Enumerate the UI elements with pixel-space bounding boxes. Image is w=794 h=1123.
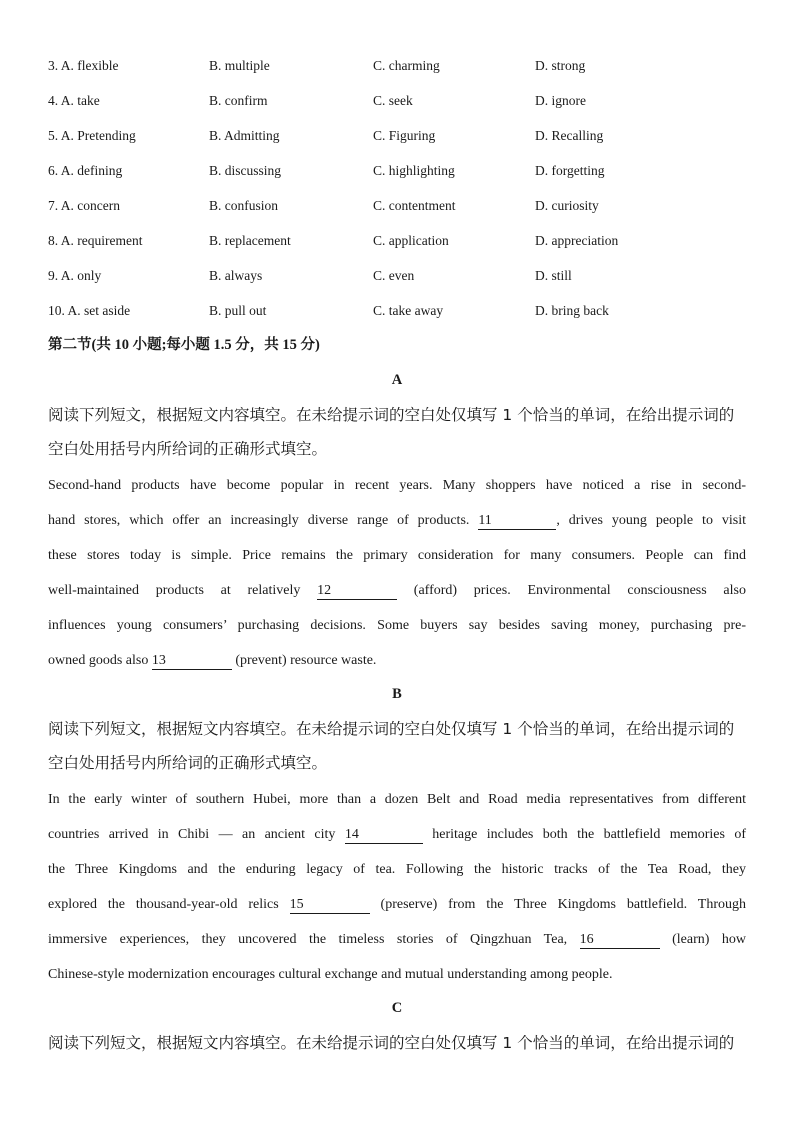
option-c: C. take away bbox=[373, 303, 444, 318]
option-d: D. still bbox=[535, 268, 572, 283]
option-b: B. replacement bbox=[209, 233, 291, 248]
option-c: C. charming bbox=[373, 58, 440, 73]
option-c: C. even bbox=[373, 268, 415, 283]
passage-line: these stores today is simple. Price remains the primary consideration for many consumers. People can find bbox=[48, 548, 746, 563]
option-row bbox=[48, 91, 746, 111]
option-a: 3. A. flexible bbox=[48, 58, 119, 73]
passage-line: Chinese-style modernization encourages cultural exchange and mutual understanding among people. bbox=[48, 967, 613, 982]
option-d: D. bring back bbox=[535, 303, 609, 318]
option-row bbox=[48, 266, 746, 286]
option-row bbox=[48, 231, 746, 251]
option-row bbox=[48, 196, 746, 216]
option-a: 4. A. take bbox=[48, 93, 100, 108]
passage-line: In the early winter of southern Hubei, more than a dozen Belt and Road media representatives from different bbox=[48, 792, 746, 807]
option-c: C. seek bbox=[373, 93, 413, 108]
option-b: B. confusion bbox=[209, 198, 278, 213]
passage-b bbox=[48, 782, 746, 992]
option-a: 6. A. defining bbox=[48, 163, 123, 178]
option-b: B. Admitting bbox=[209, 128, 280, 143]
option-c: C. contentment bbox=[373, 198, 456, 213]
option-b: B. discussing bbox=[209, 163, 282, 178]
blank-15[interactable]: 15 bbox=[290, 897, 370, 914]
option-a: 7. A. concern bbox=[48, 198, 120, 213]
passage-a bbox=[48, 468, 746, 678]
passage-a-label: A bbox=[391, 372, 403, 388]
passage-line: hand stores, which offer an increasingly diverse range of products. 11 , drives young people to visit bbox=[48, 513, 746, 528]
option-b: B. confirm bbox=[209, 93, 268, 108]
passage-line: countries arrived in Chibi — an ancient city 14 heritage includes both the battlefield memories of bbox=[48, 827, 747, 842]
passage-line: influences young consumers’ purchasing decisions. Some buyers say besides saving money, purchasing pre- bbox=[48, 618, 746, 633]
option-a: 8. A. requirement bbox=[48, 233, 143, 248]
option-c: C. highlighting bbox=[373, 163, 455, 178]
option-row bbox=[48, 56, 746, 76]
passage-line: immersive experiences, they uncovered the timeless stories of Qingzhuan Tea, 16 (learn) how bbox=[48, 932, 746, 947]
blank-11[interactable]: 11 bbox=[478, 513, 556, 530]
passage-line: explored the thousand-year-old relics 15 (preserve) from the Three Kingdoms battlefield. Through bbox=[48, 897, 746, 912]
option-a: 9. A. only bbox=[48, 268, 102, 283]
option-d: D. ignore bbox=[535, 93, 586, 108]
option-b: B. pull out bbox=[209, 303, 267, 318]
option-d: D. Recalling bbox=[535, 128, 604, 143]
blank-16[interactable]: 16 bbox=[580, 932, 660, 949]
option-d: D. appreciation bbox=[535, 233, 619, 248]
passage-line: the Three Kingdoms and the enduring legacy of tea. Following the historic tracks of the Tea Road, they bbox=[48, 862, 746, 877]
option-d: D. strong bbox=[535, 58, 586, 73]
section-title: 第二节(共 10 小题;每小题 1.5 分，共 15 分) bbox=[48, 337, 320, 353]
passage-line: Second-hand products have become popular in recent years. Many shoppers have noticed a rise in second- bbox=[48, 478, 746, 493]
option-d: D. curiosity bbox=[535, 198, 599, 213]
instructions-a-line2: 空白处用括号内所给词的正确形式填空。 bbox=[48, 440, 328, 458]
instructions-a-line1: 阅读下列短文，根据短文内容填空。在未给提示词的空白处仅填写 1 个恰当的单词，在给出提示词的 bbox=[48, 406, 735, 424]
option-row bbox=[48, 126, 746, 146]
passage-line: owned goods also 13 (prevent) resource waste. bbox=[48, 653, 377, 668]
option-a: 10. A. set aside bbox=[48, 303, 131, 318]
passage-line: well-maintained products at relatively 12 (afford) prices. Environmental consciousness also bbox=[48, 583, 746, 598]
blank-12[interactable]: 12 bbox=[317, 583, 397, 600]
option-b: B. always bbox=[209, 268, 263, 283]
option-c: C. application bbox=[373, 233, 449, 248]
option-b: B. multiple bbox=[209, 58, 270, 73]
option-row bbox=[48, 301, 746, 321]
option-row bbox=[48, 161, 746, 181]
option-d: D. forgetting bbox=[535, 163, 605, 178]
instructions-b-line1: 阅读下列短文，根据短文内容填空。在未给提示词的空白处仅填写 1 个恰当的单词，在给出提示词的 bbox=[48, 720, 735, 738]
instructions-b-line2: 空白处用括号内所给词的正确形式填空。 bbox=[48, 754, 328, 772]
instructions-c-line1: 阅读下列短文，根据短文内容填空。在未给提示词的空白处仅填写 1 个恰当的单词，在给出提示词的 bbox=[48, 1034, 735, 1052]
option-a: 5. A. Pretending bbox=[48, 128, 136, 143]
blank-13[interactable]: 13 bbox=[152, 653, 232, 670]
blank-14[interactable]: 14 bbox=[345, 827, 423, 844]
option-c: C. Figuring bbox=[373, 128, 436, 143]
passage-c-label: C bbox=[391, 1000, 403, 1016]
passage-b-label: B bbox=[392, 686, 402, 702]
